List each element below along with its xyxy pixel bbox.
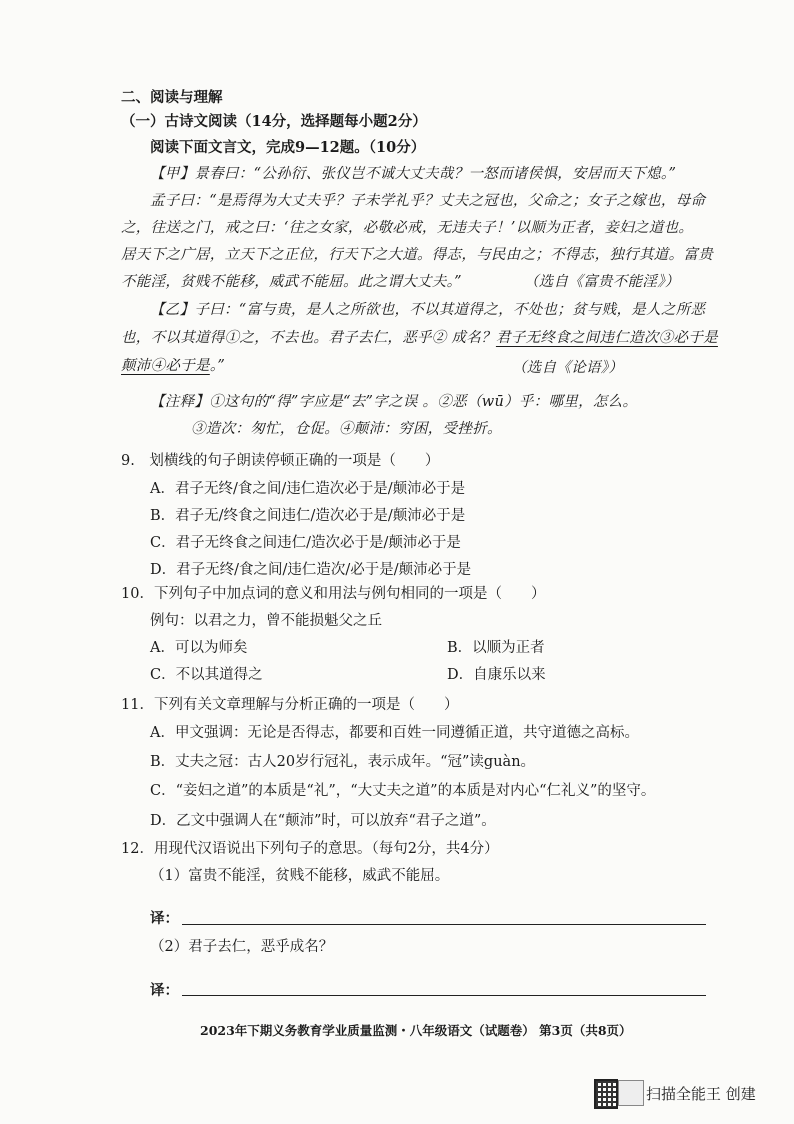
app-logo-icon [618,1080,644,1106]
notes-line-1: 【注释】①这句的“得”字应是“去”字之误 。②恶（wū）乎：哪里，怎么。 [150,394,638,410]
q9-option-b: B．君子无/终食之间违仁/造次必于是/颠沛必于是 [150,508,466,524]
passage-yi-line-3 [121,356,225,376]
q10-stem: 10．下列句子中加点词的意义和用法与例句相同的一项是（ ） [121,586,546,602]
passage-jia-line-1: 【甲】景春曰：“公孙衍、张仪岂不诚大丈夫哉？一怒而诸侯惧，安居而天下熄。” [150,166,677,182]
q11-option-d: D．乙文中强调人在“颠沛”时，可以放弃“君子之道”。 [150,813,496,829]
q9-option-d: D．君子无终/食之间/违仁造次/必于是/颠沛必于是 [150,562,472,578]
passage-jia-source: （选自《富贵不能淫》） [524,274,680,290]
qr-code-icon [594,1079,618,1109]
passage-jia-line-4: 居天下之广居，立天下之正位，行天下之大道。得志，与民由之；不得志，独行其道。富贵 [121,247,713,263]
translate-label-1: 译： [150,910,179,927]
scanner-watermark: 扫描全能王 创建 [646,1085,756,1103]
q10-option-b: B．以顺为正者 [447,640,545,656]
q10-option-c: C．不以其道得之 [150,667,263,683]
section-subtitle: （一）古诗文阅读（14分，选择题每小题2分） [121,113,427,130]
q9-stem: 9. 划横线的句子朗读停顿正确的一项是（ ） [121,453,440,469]
q9-option-a: A．君子无终/食之间/违仁造次必于是/颠沛必于是 [150,481,466,497]
q11-option-b: B．丈夫之冠：古人20岁行冠礼，表示成年。“冠”读guàn。 [150,754,536,770]
passage-yi-line-2 [121,328,718,348]
page-footer: 2023年下期义务教育学业质量监测・八年级语文（试题卷） 第3页（共8页） [200,1023,632,1038]
instruction: 阅读下面文言文，完成9—12题。（10分） [150,139,426,156]
q9-option-c: C．君子无终食之间违仁/造次必于是/颠沛必于是 [150,535,461,551]
translate-label-2: 译： [150,982,179,999]
q10-option-a: A．可以为师矣 [150,640,248,656]
underlined-sentence-part-1: 君子无终食之间违仁造次③必于是 [495,330,718,346]
passage-yi-line-3-end: 。” [209,358,226,374]
q10-option-d: D．自康乐以来 [447,667,546,683]
passage-jia-line-5: 不能淫，贫贱不能移，威武不能屈。此之谓大丈夫。” [121,274,462,290]
passage-yi-line-1: 【乙】子曰：“富与贵，是人之所欲也，不以其道得之，不处也；贫与贱，是人之所恶 [150,302,706,318]
answer-line-2[interactable] [182,995,706,996]
q11-option-a: A．甲文强调：无论是否得志，都要和百姓一同遵循正道，共守道德之高标。 [150,725,639,741]
passage-jia-line-3: 之，往送之门，戒之曰：‘往之女家，必敬必戒，无违夫子！’以顺为正者，妾妇之道也。 [121,220,694,236]
answer-line-1[interactable] [182,924,706,925]
section-title: 二、阅读与理解 [121,89,223,106]
q12-stem: 12．用现代汉语说出下列句子的意思。（每句2分，共4分） [121,841,499,857]
passage-yi-line-2-plain: 也，不以其道得①之，不去也。君子去仁，恶乎② 成名？ [121,330,496,346]
notes-line-2: ③造次：匆忙，仓促。④颠沛：穷困，受挫折。 [191,421,502,437]
passage-yi-source: （选自《论语》） [512,360,624,376]
q12-sentence-1: （1）富贵不能淫，贫贱不能移，威武不能屈。 [150,868,450,884]
q10-example: 例句：以君之力，曾不能损魁父之丘 [150,613,382,629]
passage-jia-line-2: 孟子曰：“是焉得为大丈夫乎？子未学礼乎？丈夫之冠也，父命之；女子之嫁也，母命 [150,193,706,209]
q11-option-c: C．“妾妇之道”的本质是“礼”，“大丈夫之道”的本质是对内心“仁礼义”的坚守。 [150,783,656,799]
q11-stem: 11．下列有关文章理解与分析正确的一项是（ ） [121,697,459,713]
underlined-sentence-part-2: 颠沛④必于是 [121,358,210,374]
q12-sentence-2: （2）君子去仁，恶乎成名？ [150,939,334,955]
